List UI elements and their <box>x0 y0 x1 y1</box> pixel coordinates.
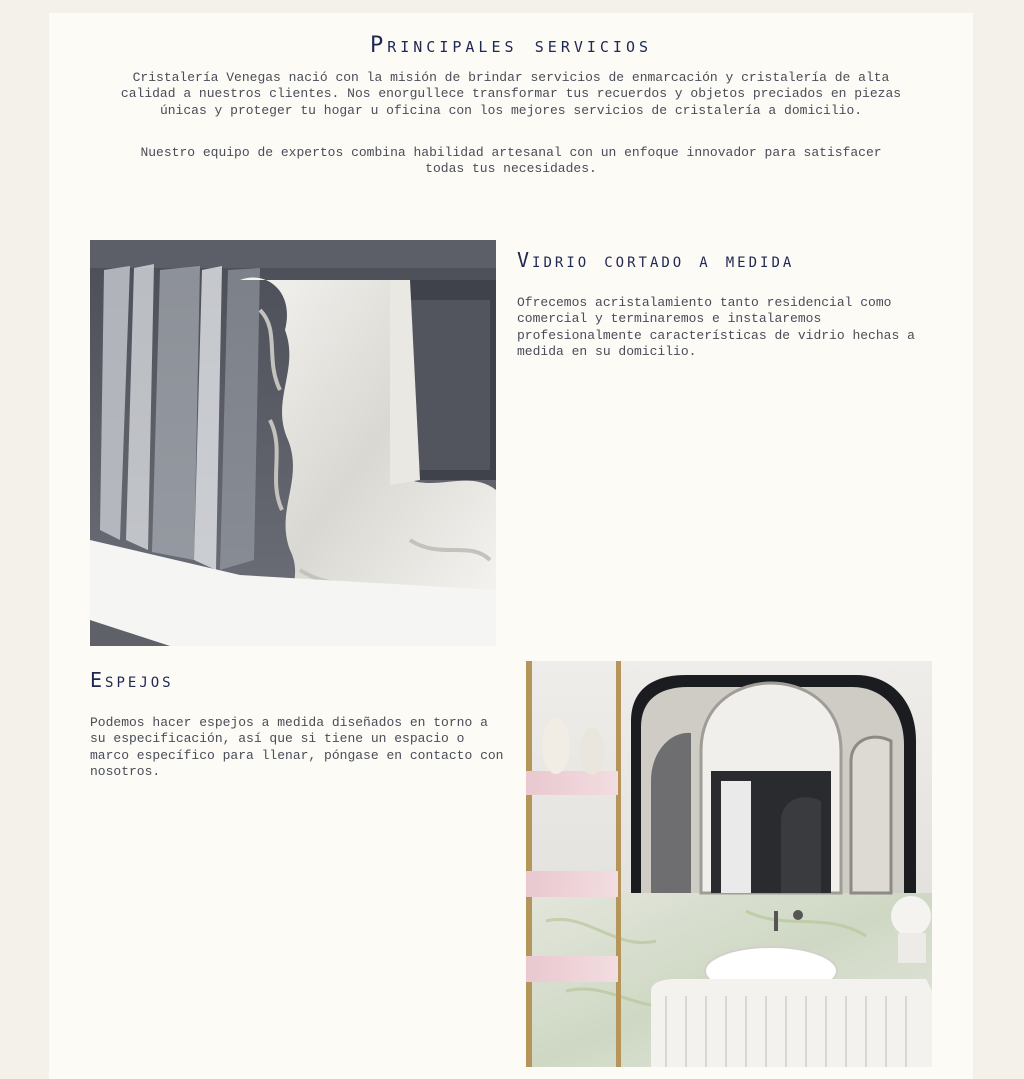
intro-paragraph-team: Nuestro equipo de expertos combina habilidad artesanal con un enfoque innovador para satisfacer todas tus necesidades. <box>140 145 882 177</box>
service-title-cut-glass: Vidrio cortado a medida <box>517 248 795 272</box>
service-title-mirrors: Espejos <box>90 668 174 692</box>
glass-frame-photo <box>90 240 496 646</box>
intro-paragraph: Cristalería Venegas nació con la misión de brindar servicios de enmarcación y cristalería de alta calidad a nuestros clientes. Nos enorgullece transformar tus recuerdos y objetos preciados en piezas únicas y proteger tu hogar u oficina con los mejores servicios de cristalería a domicilio. <box>120 70 902 118</box>
service-description-mirrors: Podemos hacer espejos a medida diseñados en torno a su especificación, así que si tiene un espacio o marco específico para llenar, póngase en contacto con nosotros. <box>90 715 504 780</box>
service-description-cut-glass: Ofrecemos acristalamiento tanto residencial como comercial y terminaremos e instalaremos profesionalmente características de vidrio hechas a medida en su domicilio. <box>517 295 915 360</box>
services-section <box>49 13 973 1079</box>
bathroom-mirror-photo <box>526 661 932 1067</box>
page-title: Principales servicios <box>369 33 653 58</box>
